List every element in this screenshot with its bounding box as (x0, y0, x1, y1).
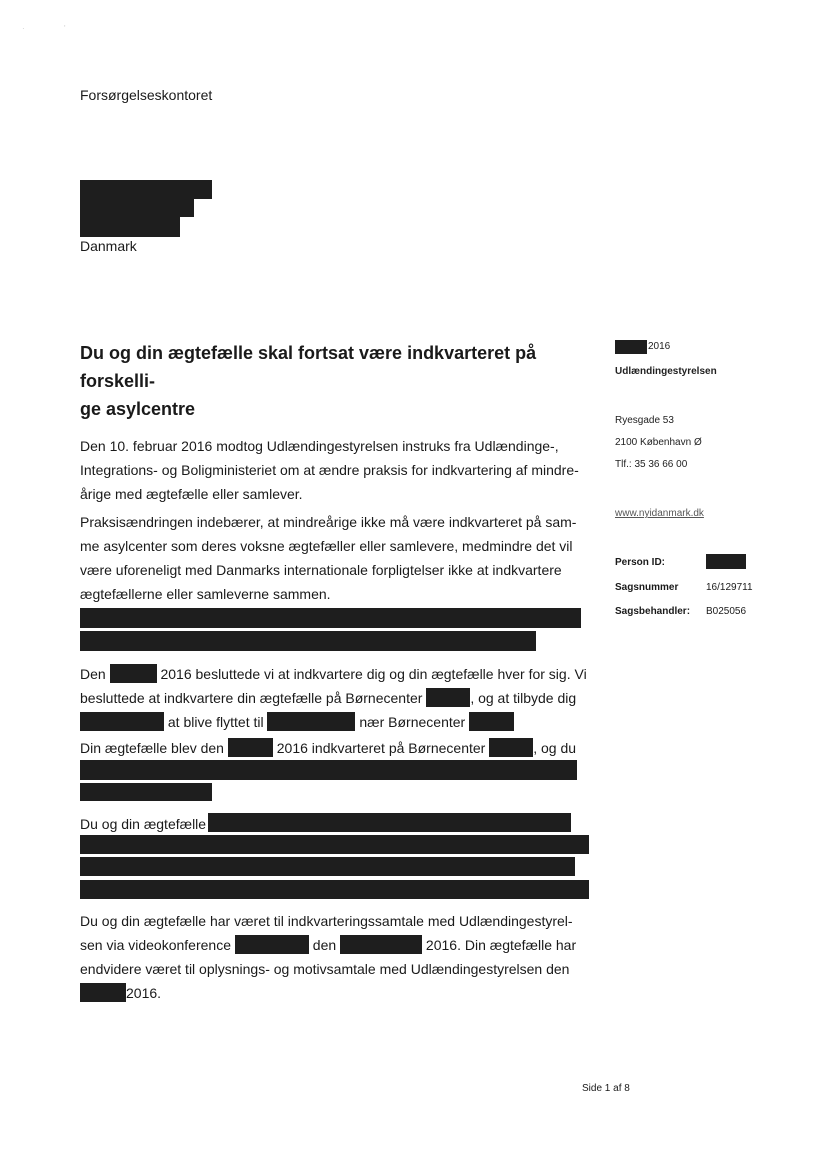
redacted-paragraph-4-line-2 (80, 760, 577, 780)
agency-name: Udlændingestyrelsen (615, 366, 717, 377)
date-year: 2016 (648, 341, 671, 352)
redacted-paragraph-5-line-3 (80, 857, 575, 876)
text-segment: besluttede at indkvartere din ægtefælle på Børnecenter (80, 690, 423, 706)
redacted-paragraph-5-line-2 (80, 835, 589, 854)
text-line: ægtefællerne eller samleverne sammen. (80, 586, 331, 602)
text-segment: Din ægtefælle blev den (80, 740, 224, 756)
case-handler-value: B025056 (706, 606, 747, 617)
text-segment: 2016. (126, 985, 162, 1001)
text-line (80, 686, 600, 710)
text-segment: sen via videokonference (80, 937, 231, 953)
redacted-paragraph-5-line-1 (208, 813, 571, 832)
case-number-label: Sagsnummer (615, 582, 679, 593)
scan-mark: · (22, 24, 25, 33)
text-line (80, 662, 600, 686)
text-segment: Du og din ægtefælle (80, 816, 207, 832)
text-line: endvidere været til oplysnings- og motivsamtale med Udlændingestyrelsen den (80, 961, 570, 977)
text-line: årige med ægtefælle eller samlever. (80, 486, 303, 502)
case-handler-label: Sagsbehandler: (615, 606, 691, 617)
website-link[interactable]: www.nyidanmark.dk (615, 508, 704, 519)
redacted-paragraph-5-line-4 (80, 880, 589, 899)
redacted-center (426, 688, 470, 707)
redacted-person-id (706, 554, 746, 569)
agency-street: Ryesgade 53 (615, 415, 674, 426)
person-id-row (615, 557, 785, 568)
redacted-date (110, 664, 157, 683)
agency-city: 2100 København Ø (615, 437, 702, 448)
case-number-value: 16/129711 (706, 582, 753, 593)
paragraph-6 (80, 909, 600, 1005)
redacted-address-line-1 (80, 180, 212, 199)
text-line: Integrations- og Boligministeriet om at ændre praksis for indkvartering af mindre- (80, 462, 579, 478)
text-segment: , og at tilbyde dig (470, 690, 577, 706)
text-line: være uforeneligt med Danmarks internationale forpligtelser ikke at indkvartere (80, 562, 562, 578)
redacted-location (267, 712, 355, 731)
paragraph-3 (80, 662, 600, 734)
redacted-date (340, 935, 422, 954)
text-line (80, 933, 600, 957)
text-segment: 2016 besluttede vi at indkvartere dig og din ægtefælle hver for sig. Vi (160, 666, 587, 682)
text-segment: , og du (533, 740, 577, 756)
text-line: Den 10. februar 2016 modtog Udlændingestyrelsen instruks fra Udlændinge-, (80, 438, 559, 454)
paragraph-4 (80, 736, 600, 760)
text-line (80, 736, 600, 760)
redacted-center (469, 712, 514, 731)
redacted-paragraph-4-line-3 (80, 783, 212, 801)
paragraph-2 (80, 510, 595, 606)
letter-title (80, 339, 600, 423)
text-line: me asylcenter som deres voksne ægtefæller eller samlevere, medmindre det vil (80, 538, 573, 554)
redacted-location (80, 712, 164, 731)
redacted-date (235, 935, 309, 954)
letter-title-line-2: ge asylcentre (80, 399, 196, 419)
text-segment: 2016 indkvarteret på Børnecenter (276, 740, 486, 756)
person-id-label: Person ID: (615, 557, 666, 568)
scan-mark: ' (64, 24, 66, 33)
redacted-date (80, 983, 126, 1002)
text-line (80, 981, 600, 1005)
redacted-paragraph-line-2 (80, 631, 536, 651)
redacted-center (489, 738, 533, 757)
redacted-address-line-3 (80, 217, 180, 237)
text-segment: at blive flyttet til (167, 714, 264, 730)
text-line (80, 710, 600, 734)
sender-office: Forsørgelseskontoret (80, 87, 213, 103)
agency-phone: Tlf.: 35 36 66 00 (615, 459, 688, 470)
redacted-paragraph-line-1 (80, 608, 581, 628)
redacted-date (615, 340, 647, 354)
page-number: Side 1 af 8 (582, 1083, 630, 1094)
case-number-row (615, 582, 785, 593)
text-segment: den (312, 937, 337, 953)
redacted-address-line-2 (80, 199, 194, 217)
case-handler-row (615, 606, 785, 617)
text-segment: nær Børnecenter (359, 714, 466, 730)
paragraph-1 (80, 434, 595, 506)
recipient-country: Danmark (80, 238, 137, 254)
redacted-date (228, 738, 273, 757)
text-line: Du og din ægtefælle har været til indkvarteringssamtale med Udlændingestyrel- (80, 913, 573, 929)
letter-title-line-1: Du og din ægtefælle skal fortsat være indkvarteret på forskelli- (80, 343, 537, 391)
text-segment: Den (80, 666, 106, 682)
text-line: Praksisændringen indebærer, at mindreårige ikke må være indkvarteret på sam- (80, 514, 577, 530)
text-segment: 2016. Din ægtefælle har (425, 937, 577, 953)
